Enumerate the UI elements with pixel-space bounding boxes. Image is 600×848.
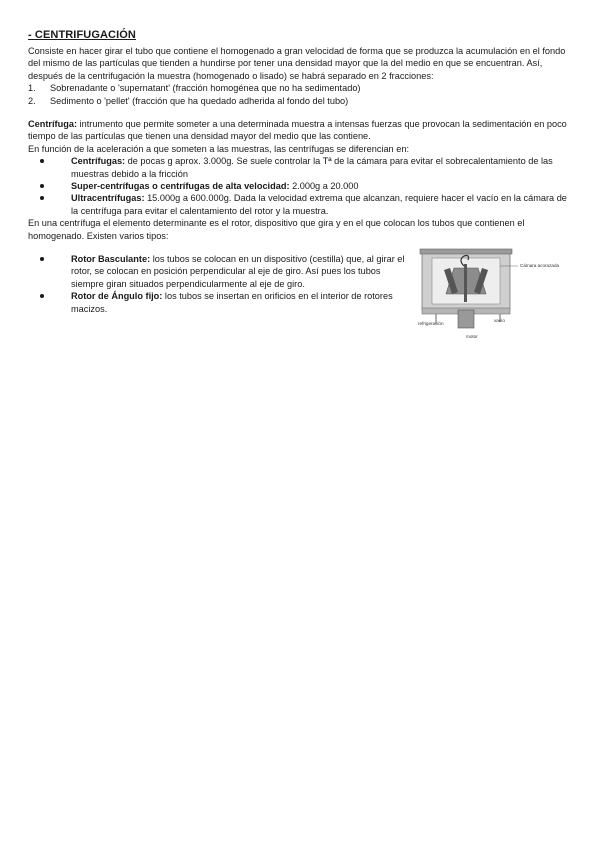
list-number: 2.: [28, 95, 36, 106]
list-item: [28, 253, 412, 290]
centrifuge-diagram-svg: [414, 246, 576, 342]
centrifuge-section: [28, 118, 576, 242]
acceleration-intro: En función de la aceleración a que someten a las muestras, las centrífugas se diferencian en:: [28, 143, 409, 154]
type-term: Centrífugas:: [71, 156, 126, 167]
figure-label-motor: motor: [466, 334, 478, 339]
rotor-text: los tubos se colocan en un dispositivo (cestilla) que, al girar el rotor, se colocan en posición perpendicular al eje de giro. Así pues los tubos siempre giran situados perpendicularmente al eje de giro.: [71, 254, 405, 289]
bullet-icon: [40, 184, 44, 188]
list-text: Sedimento o 'pellet' (fracción que ha quedado adherida al fondo del tubo): [50, 95, 349, 106]
list-item: [28, 95, 576, 107]
intro-paragraph: [28, 45, 576, 107]
intro-text: Consiste en hacer girar el tubo que contiene el homogenado a gran velocidad de forma que se produzca la acumulación en el fondo del mismo de las partículas que tienden a hundirse por tener una densidad mayor que la del medio en que se encuentran. Así, después de la centrifugación la muestra (homogenado o lisado) se habrá separado en 2 fracciones:: [28, 46, 566, 81]
spindle-shape: [464, 264, 467, 302]
rotor-text: los tubos se insertan en orificios en el interior de rotores macizos.: [71, 291, 393, 314]
bullet-icon: [40, 294, 44, 298]
rotor-intro: En una centrífuga el elemento determinante es el rotor, dispositivo que gira y en el que colocan los tubos que contienen el homogenado. Existen varios tipos:: [28, 218, 525, 241]
list-item: [28, 192, 576, 217]
bullet-icon: [40, 257, 44, 261]
definition-term: Centrífuga:: [28, 119, 77, 129]
lid-shape: [420, 249, 512, 254]
type-text: de pocas g aprox. 3.000g. Se suele controlar la Tª de la cámara para evitar el sobrecalentamiento de las muestras debido a la fricción: [71, 156, 553, 179]
type-text: 15.000g a 600.000g. Dada la velocidad extrema que alcanzan, requiere hacer el vacío en la cámara de la centrífuga para evitar el calentamiento del rotor y la muestra.: [71, 193, 567, 216]
list-item: [28, 290, 412, 315]
bullet-icon: [40, 196, 44, 200]
list-item: [28, 155, 576, 180]
figure-label-cooling: refrigeración: [418, 321, 444, 326]
motor-shape: [458, 310, 474, 328]
centrifuge-definition: [28, 118, 576, 143]
rotor-section: [28, 253, 412, 315]
type-term: Ultracentrífugas:: [71, 193, 145, 204]
list-number: 1.: [28, 83, 36, 94]
figure-label-vacuum: vacío: [494, 318, 505, 323]
section-heading: - CENTRIFUGACIÓN: [28, 29, 136, 41]
figure-label-chamber: Cámara acorazada: [520, 263, 560, 268]
type-text: 2.000g a 20.000: [289, 181, 359, 192]
definition-text: intrumento que permite someter a una determinada muestra a intensas fuerzas que provocan la sedimentación en poco tiempo de las partículas que tienen una densidad mayor del medio que las contiene.: [28, 119, 567, 142]
type-term: Super-centrífugas o centrífugas de alta velocidad:: [71, 181, 290, 192]
rotor-types-list: [28, 253, 412, 315]
list-text: Sobrenadante o 'supernatant' (fracción homogénea que no ha sedimentado): [50, 83, 361, 94]
centrifuge-diagram: [414, 246, 576, 342]
list-item: [28, 82, 576, 94]
centrifuge-types-list: [28, 155, 576, 217]
bullet-icon: [40, 159, 44, 163]
list-item: [28, 180, 576, 192]
fractions-list: [28, 82, 576, 107]
rotor-term: Rotor Basculante:: [71, 254, 151, 264]
rotor-term: Rotor de Ángulo fijo:: [71, 291, 163, 302]
